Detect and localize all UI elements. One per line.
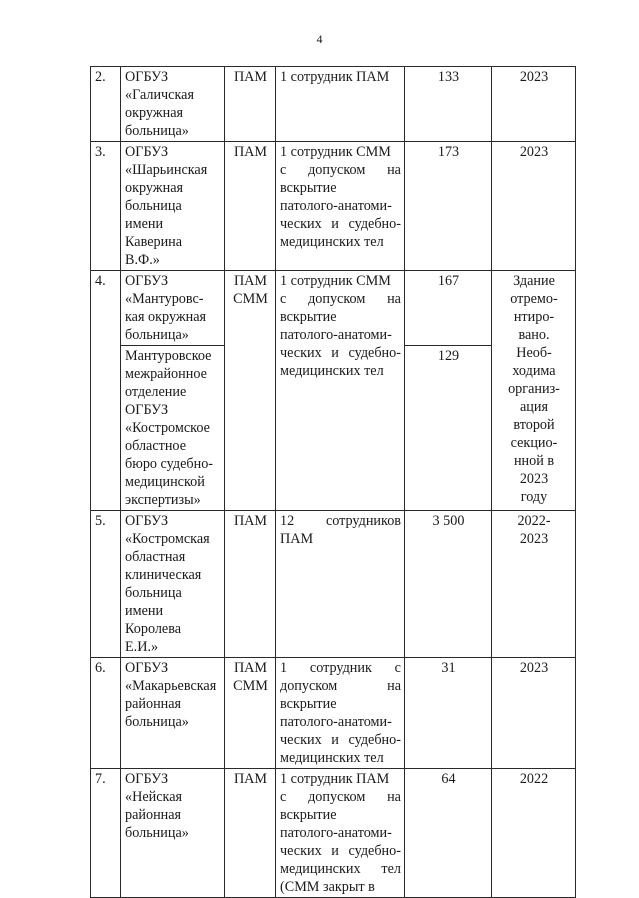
cell-word: 12: [280, 513, 295, 529]
cell-line: «Мантуровс-: [125, 291, 204, 307]
cell-line: вскрытие: [280, 180, 337, 196]
cell-line: окружная: [125, 105, 184, 121]
cell-line: районная: [125, 696, 182, 712]
cell-line: 7.: [95, 771, 106, 787]
cell-line: патолого-анатоми-: [280, 198, 392, 214]
row-number: [91, 511, 121, 658]
cell-line: 2.: [95, 69, 106, 85]
year-cell: [492, 67, 576, 142]
cell-line: [280, 677, 401, 695]
row-number: [91, 658, 121, 769]
cell-line: [280, 788, 401, 806]
cell-word: на: [387, 678, 401, 694]
cell-line: больница»: [125, 714, 189, 730]
type-cell: [225, 511, 276, 658]
cell-line: [280, 215, 401, 233]
table-row: [91, 511, 576, 658]
cell-line: нтиро-: [513, 309, 555, 325]
cell-line: (СММ закрыт в: [280, 879, 375, 895]
cell-word: тел: [381, 861, 401, 877]
table-row: [91, 658, 576, 769]
cell-line: 2023: [519, 69, 549, 85]
cell-line: Каверина: [125, 234, 183, 250]
organization-cell: [121, 769, 225, 898]
count-cell: [405, 511, 492, 658]
staff-cell: [276, 769, 405, 898]
cell-line: ОГБУЗ: [125, 402, 169, 418]
cell-line: Здание: [513, 273, 555, 289]
cell-word: ческих: [280, 345, 322, 361]
cell-line: имени: [125, 603, 164, 619]
year-cell: [492, 769, 576, 898]
cell-line: 3 500: [432, 513, 465, 529]
cell-line: 2023: [519, 144, 549, 160]
cell-line: ПАМ: [233, 771, 268, 787]
cell-line: 2023: [519, 531, 549, 547]
row-number: [91, 271, 121, 511]
cell-line: медицинских тел: [280, 234, 384, 250]
cell-line: больница: [125, 198, 182, 214]
cell-line: ПАМ: [233, 513, 268, 529]
cell-word: с: [280, 291, 287, 307]
cell-line: второй: [513, 417, 555, 433]
organization-cell: [121, 142, 225, 271]
count-cell: [405, 271, 492, 346]
table-row: [91, 67, 576, 142]
organization-cell: [121, 67, 225, 142]
cell-line: больница»: [125, 327, 189, 343]
organization-cell: [121, 511, 225, 658]
type-cell: [225, 769, 276, 898]
type-cell: [225, 658, 276, 769]
cell-line: [280, 842, 401, 860]
cell-line: Королева: [125, 621, 182, 637]
cell-line: Необ-: [516, 345, 552, 361]
cell-line: [280, 659, 401, 677]
cell-line: вано.: [518, 327, 550, 343]
organization-cell: [121, 658, 225, 769]
cell-line: [280, 290, 401, 308]
cell-line: ПАМ: [233, 69, 268, 85]
cell-line: кая окружная: [125, 309, 207, 325]
cell-word: на: [387, 291, 401, 307]
cell-line: «Нейская: [125, 789, 183, 805]
cell-line: 2023: [519, 471, 549, 487]
cell-word: допуском: [280, 678, 338, 694]
cell-line: СММ: [233, 678, 268, 694]
cell-line: клиническая: [125, 567, 202, 583]
cell-word: ческих: [280, 843, 322, 859]
cell-line: районная: [125, 807, 182, 823]
cell-line: ПАМ: [280, 531, 314, 547]
cell-line: вскрытие: [280, 696, 337, 712]
cell-line: секцио-: [510, 435, 558, 451]
cell-word: судебно-: [348, 732, 401, 748]
cell-word: судебно-: [348, 216, 401, 232]
cell-word: медицинских: [280, 861, 361, 877]
cell-line: 1 сотрудник СММ: [280, 144, 391, 160]
cell-line: 2022: [519, 771, 549, 787]
cell-line: ОГБУЗ: [125, 771, 169, 787]
count-cell: [405, 658, 492, 769]
cell-line: ПАМ: [233, 273, 268, 289]
table-row: [91, 271, 576, 346]
cell-line: вскрытие: [280, 309, 337, 325]
cell-line: областное: [125, 438, 186, 454]
cell-line: 1 сотрудник ПАМ: [280, 771, 390, 787]
cell-word: судебно-: [348, 843, 401, 859]
cell-line: [280, 161, 401, 179]
cell-line: нной в: [513, 453, 555, 469]
cell-word: допуском: [308, 162, 366, 178]
cell-line: [280, 731, 401, 749]
type-cell: [225, 271, 276, 511]
cell-line: больница»: [125, 825, 189, 841]
count-cell: [405, 67, 492, 142]
cell-word: на: [387, 162, 401, 178]
cell-line: «Шарьинская: [125, 162, 208, 178]
year-cell: [492, 511, 576, 658]
cell-line: бюро судебно-: [125, 456, 214, 472]
cell-line: В.Ф.»: [125, 252, 160, 268]
table-row: [91, 769, 576, 898]
cell-line: 2023: [519, 660, 549, 676]
cell-line: 3.: [95, 144, 106, 160]
cell-line: организ-: [508, 381, 560, 397]
cell-word: судебно-: [348, 345, 401, 361]
cell-line: [280, 344, 401, 362]
cell-word: и: [331, 732, 339, 748]
cell-line: 1 сотрудник СММ: [280, 273, 391, 289]
table-row: [91, 142, 576, 271]
organization-cell: [121, 271, 225, 346]
type-cell: [225, 142, 276, 271]
cell-line: окружная: [125, 180, 184, 196]
cell-word: и: [331, 216, 339, 232]
cell-line: ОГБУЗ: [125, 69, 169, 85]
cell-line: областная: [125, 549, 186, 565]
type-cell: [225, 67, 276, 142]
staff-cell: [276, 658, 405, 769]
cell-line: 5.: [95, 513, 106, 529]
cell-line: Е.И.»: [125, 639, 159, 655]
cell-line: «Костромское: [125, 420, 210, 436]
cell-line: 4.: [95, 273, 106, 289]
cell-line: вскрытие: [280, 807, 337, 823]
cell-line: больница»: [125, 123, 189, 139]
row-number: [91, 67, 121, 142]
staff-cell: [276, 511, 405, 658]
count-cell: [405, 769, 492, 898]
page-number: 4: [316, 32, 323, 46]
cell-line: имени: [125, 216, 164, 232]
cell-line: «Костромская: [125, 531, 210, 547]
cell-word: допуском: [308, 789, 366, 805]
cell-line: ОГБУЗ: [125, 273, 169, 289]
cell-word: с: [280, 789, 287, 805]
cell-line: 129: [437, 348, 460, 364]
cell-line: больница: [125, 585, 182, 601]
year-cell: [492, 142, 576, 271]
cell-word: сотрудников: [325, 513, 401, 529]
staff-cell: [276, 271, 405, 511]
cell-word: с: [394, 660, 401, 676]
cell-word: с: [280, 162, 287, 178]
cell-word: на: [387, 789, 401, 805]
cell-line: [280, 512, 401, 530]
cell-line: ПАМ: [233, 144, 268, 160]
cell-line: 1 сотрудник ПАМ: [280, 69, 390, 85]
cell-line: ходима: [512, 363, 556, 379]
cell-line: 31: [441, 660, 456, 676]
cell-line: ОГБУЗ: [125, 513, 169, 529]
row-number: [91, 142, 121, 271]
count-cell: [405, 346, 492, 511]
cell-word: и: [331, 345, 339, 361]
cell-line: 6.: [95, 660, 106, 676]
cell-line: СММ: [233, 291, 268, 307]
row-number: [91, 769, 121, 898]
cell-word: ческих: [280, 216, 322, 232]
cell-line: патолого-анатоми-: [280, 327, 392, 343]
cell-line: 2022-: [517, 513, 551, 529]
year-cell: [492, 271, 576, 511]
cell-line: отделение: [125, 384, 187, 400]
cell-line: «Галичская: [125, 87, 194, 103]
cell-line: межрайонное: [125, 366, 207, 382]
cell-line: Мантуровское: [125, 348, 212, 364]
cell-line: медицинских тел: [280, 363, 384, 379]
cell-line: экспертизы»: [125, 492, 201, 508]
cell-line: патолого-анатоми-: [280, 825, 392, 841]
count-cell: [405, 142, 492, 271]
cell-line: отремо-: [510, 291, 558, 307]
document-table: [90, 66, 576, 898]
organization-cell: [121, 346, 225, 511]
staff-cell: [276, 67, 405, 142]
cell-line: ПАМ: [233, 660, 268, 676]
cell-line: ОГБУЗ: [125, 144, 169, 160]
cell-word: и: [331, 843, 339, 859]
year-cell: [492, 658, 576, 769]
cell-word: допуском: [308, 291, 366, 307]
cell-line: 133: [437, 69, 460, 85]
cell-line: 167: [437, 273, 460, 289]
cell-line: 64: [441, 771, 456, 787]
cell-line: ация: [519, 399, 548, 415]
cell-line: медицинских тел: [280, 750, 384, 766]
cell-line: медицинской: [125, 474, 205, 490]
cell-line: [280, 860, 401, 878]
cell-line: патолого-анатоми-: [280, 714, 392, 730]
cell-line: «Макарьевская: [125, 678, 217, 694]
cell-word: 1: [280, 660, 288, 676]
cell-line: году: [520, 489, 548, 505]
cell-line: ОГБУЗ: [125, 660, 169, 676]
cell-line: 173: [437, 144, 460, 160]
cell-word: ческих: [280, 732, 322, 748]
staff-cell: [276, 142, 405, 271]
cell-word: сотрудник: [309, 660, 372, 676]
